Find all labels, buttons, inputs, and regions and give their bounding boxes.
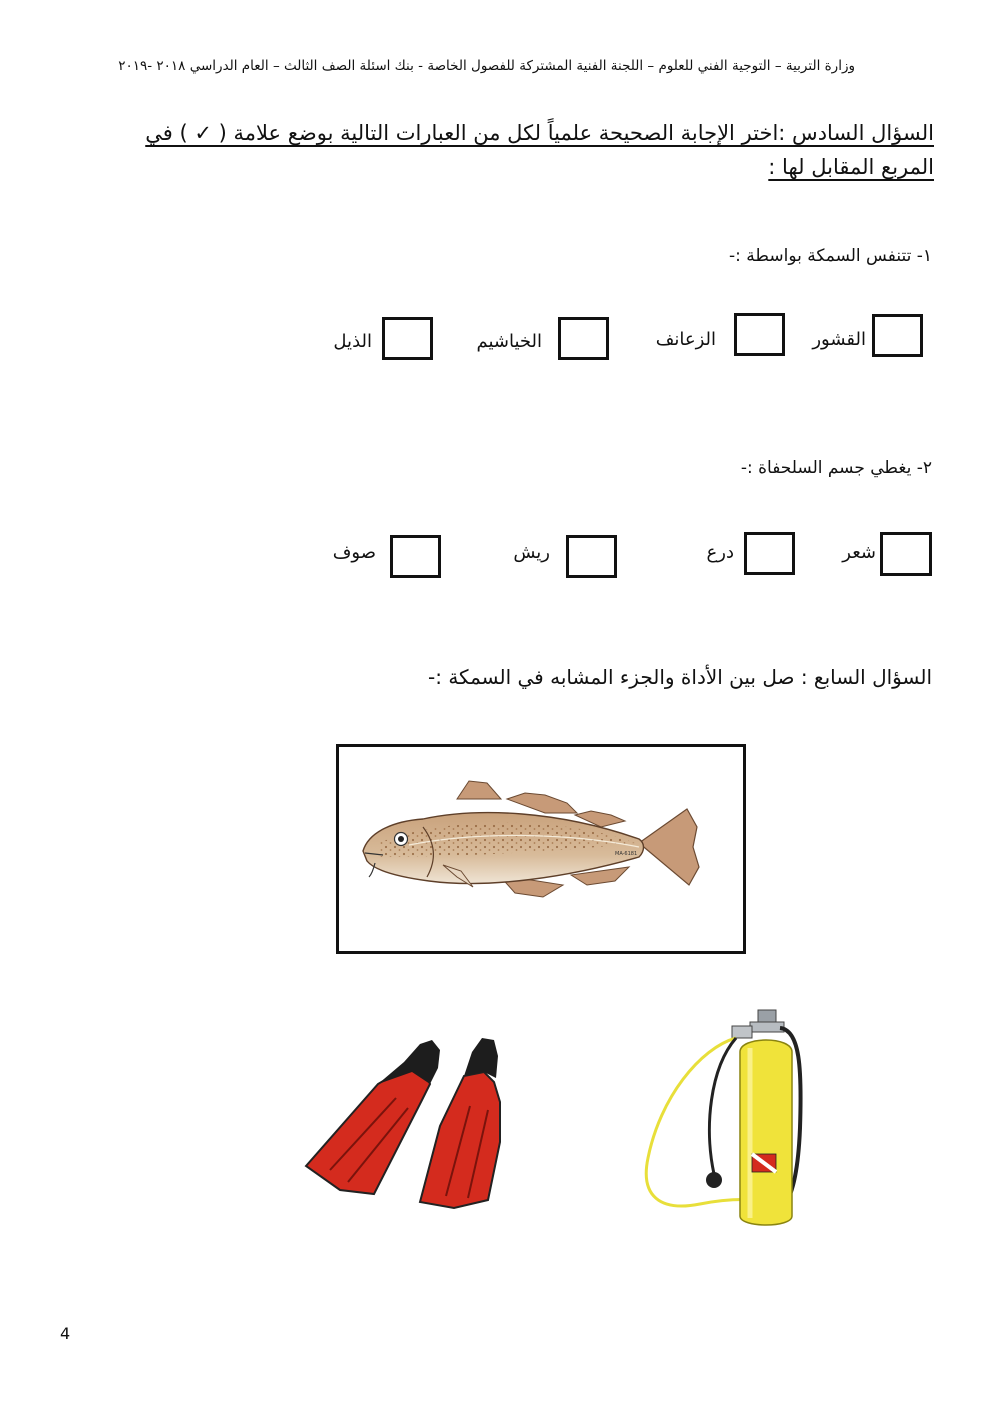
fish-tag: MA-6181 xyxy=(615,851,638,857)
fish-image-frame[interactable] xyxy=(336,744,746,954)
option-label: صوف xyxy=(332,542,376,563)
option-label: القشور xyxy=(812,329,866,350)
option-label: الزعانف xyxy=(655,329,716,350)
question-6-title-text: السؤال السادس :اختر الإجابة الصحيحة علمياً لكل من العبارات التالية بوضع علامة ( ✓ ) في المربع المقابل لها : xyxy=(145,121,934,179)
fish-image xyxy=(339,747,743,951)
option-label: درع xyxy=(706,542,734,563)
question-6-title xyxy=(92,116,934,184)
option-label: الخياشيم xyxy=(476,331,542,352)
option-label: ريش xyxy=(513,542,550,563)
page-number: 4 xyxy=(60,1324,71,1343)
page-header: وزارة التربية – التوجية الفني للعلوم – اللجنة الفنية المشتركة للفصول الخاصة - بنك اسئلة الصف الثالث – العام الدراسي ٢٠١٨ -٢٠١٩ xyxy=(118,58,855,74)
item-1-stem: ١- تتنفس السمكة بواسطة :- xyxy=(729,246,932,266)
checkbox-item1-fins[interactable] xyxy=(734,313,785,356)
scuba-tank-icon xyxy=(640,1008,816,1238)
checkbox-item2-wool[interactable] xyxy=(390,535,441,578)
checkbox-item1-scales[interactable] xyxy=(872,314,923,357)
checkbox-item2-shell[interactable] xyxy=(744,532,795,575)
checkbox-item1-tail[interactable] xyxy=(382,317,433,360)
question-7-title: السؤال السابع : صل بين الأداة والجزء المشابه في السمكة :- xyxy=(428,665,932,689)
checkbox-item1-gills[interactable] xyxy=(558,317,609,360)
checkbox-item2-feathers[interactable] xyxy=(566,535,617,578)
swim-fins-icon xyxy=(300,1032,510,1210)
item-2-stem: ٢- يغطي جسم السلحفاة :- xyxy=(740,458,932,478)
scuba-tank-image[interactable] xyxy=(640,1008,816,1238)
swim-fins-image[interactable] xyxy=(300,1032,510,1210)
option-label: الذيل xyxy=(333,331,372,352)
checkbox-item2-hair[interactable] xyxy=(880,532,932,576)
option-label: شعر xyxy=(842,542,876,563)
